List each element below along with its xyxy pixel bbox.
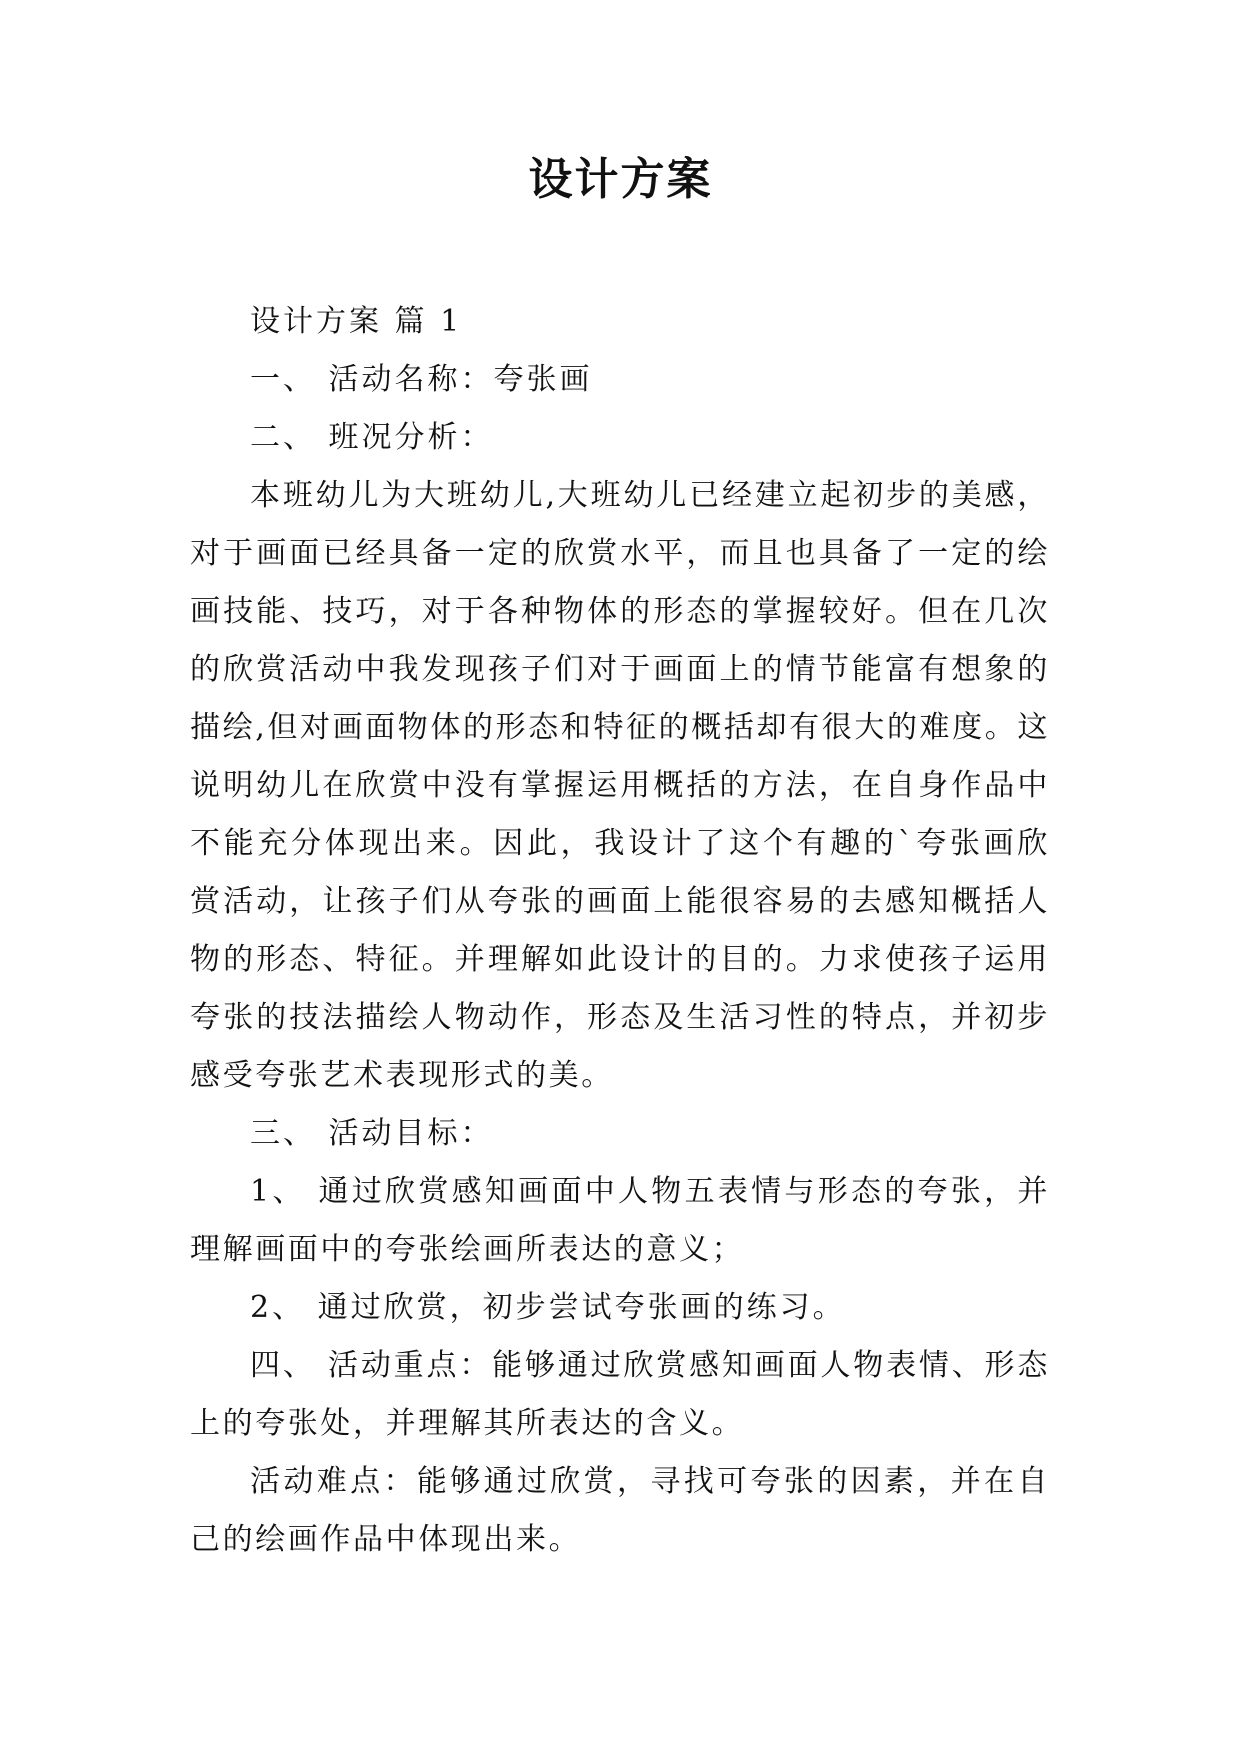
class-analysis-paragraph: 本班幼儿为大班幼儿,大班幼儿已经建立起初步的美感，对于画面已经具备一定的欣赏水平，而且也具备了一定的绘画技能、技巧，对于各种物体的形态的掌握较好。但在几次的欣赏活动中我发现孩子们对于画面上的情节能富有想象的描绘,但对画面物体的形态和特征的概括却有很大的难度。这说明幼儿在欣赏中没有掌握运用概括的方法，在自身作品中不能充分体现出来。因此，我设计了这个有趣的`夸张画欣赏活动，让孩子们从夸张的画面上能很容易的去感知概括人物的形态、特征。并理解如此设计的目的。力求使孩子运用夸张的技法描绘人物动作，形态及生活习性的特点，并初步感受夸张艺术表现形式的美。 [190, 478, 1050, 1093]
document-body [190, 293, 1050, 1569]
activity-goals-heading: 三、 活动目标： [250, 1116, 494, 1151]
activity-focus-paragraph: 四、 活动重点：能够通过欣赏感知画面人物表情、形态上的夸张处，并理解其所表达的含义。 [190, 1348, 1050, 1441]
goal-item-1: 1、 通过欣赏感知画面中人物五表情与形态的夸张，并理解画面中的夸张绘画所表达的意义； [190, 1174, 1050, 1267]
class-analysis-heading: 二、 班况分析： [250, 420, 494, 455]
activity-difficulty-paragraph: 活动难点：能够通过欣赏，寻找可夸张的因素，并在自己的绘画作品中体现出来。 [190, 1464, 1050, 1557]
section-heading: 设计方案 篇 1 [250, 304, 463, 339]
document-title: 设计方案 [528, 154, 713, 205]
activity-name-line: 一、 活动名称：夸张画 [250, 362, 593, 397]
goal-item-2: 2、 通过欣赏，初步尝试夸张画的练习。 [250, 1290, 846, 1325]
